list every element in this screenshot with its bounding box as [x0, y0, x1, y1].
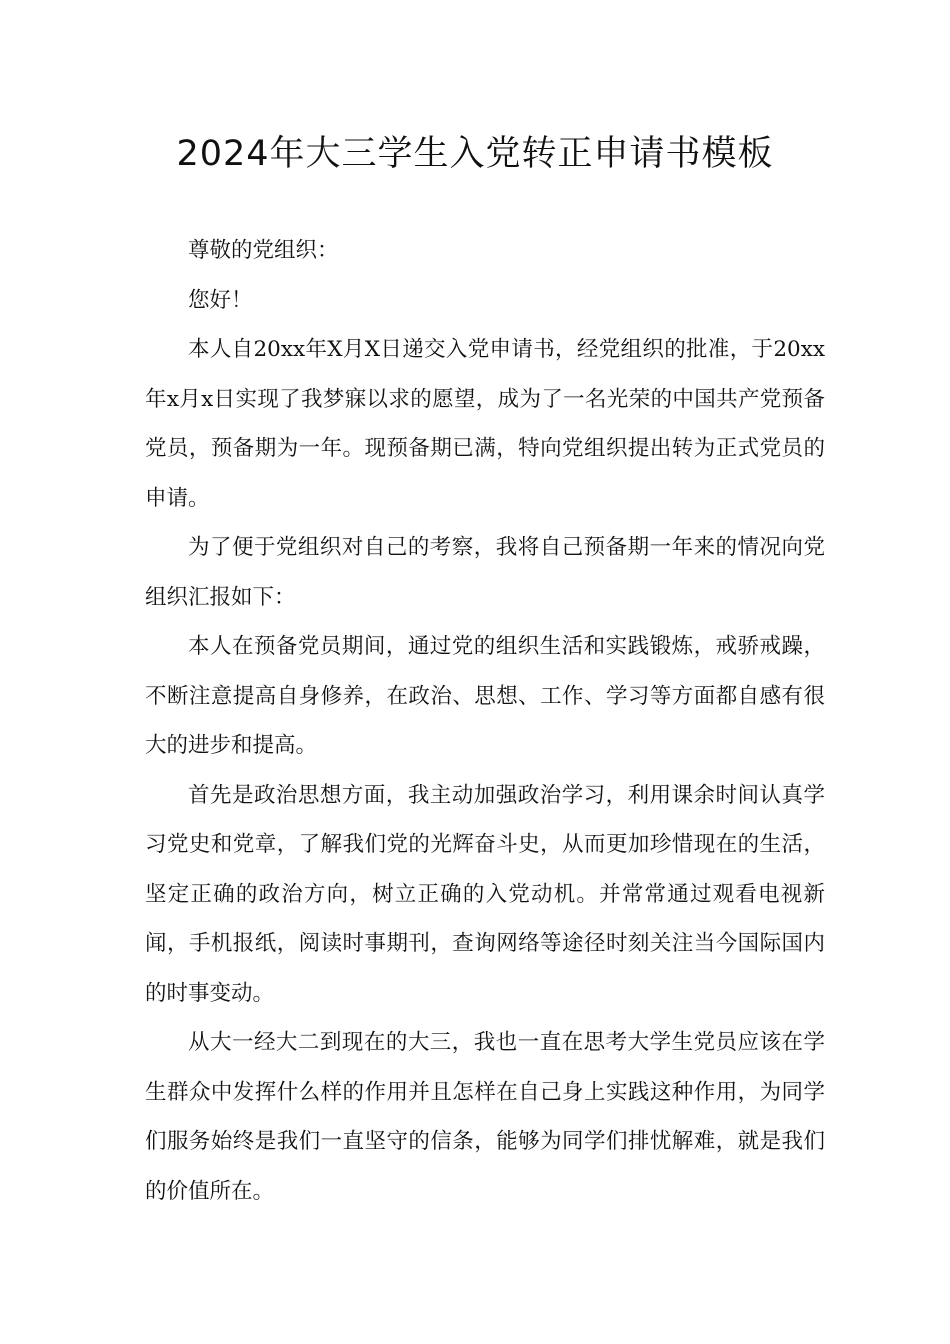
body-paragraph: 从大一经大二到现在的大三，我也一直在思考大学生党员应该在学生群众中发挥什么样的作用并且怎样在自己身上实践这种作用，为同学们服务始终是我们一直坚守的信条，能够为同学们排忧解难，就是我们的价值所在。	[145, 1030, 825, 1204]
body-paragraph: 本人自20xx年X月X日递交入党申请书，经党组织的批准，于20xx年x月x日实现了我梦寐以求的愿望，成为了一名光荣的中国共产党预备党员，预备期为一年。现预备期已满，特向党组织提出转为正式党员的申请。	[145, 337, 825, 511]
body-paragraph: 为了便于党组织对自己的考察，我将自己预备期一年来的情况向党组织汇报如下：	[145, 535, 825, 610]
salutation: 尊敬的党组织：	[188, 238, 339, 263]
body-paragraph: 本人在预备党员期间，通过党的组织生活和实践锻炼，戒骄戒躁，不断注意提高自身修养，在政治、思想、工作、学习等方面都自感有很大的进步和提高。	[145, 634, 825, 758]
document-body	[145, 226, 825, 1216]
body-paragraph: 首先是政治思想方面，我主动加强政治学习，利用课余时间认真学习党史和党章，了解我们党的光辉奋斗史，从而更加珍惜现在的生活，坚定正确的政治方向，树立正确的入党动机。并常常通过观看电视新闻，手机报纸，阅读时事期刊，查询网络等途径时刻关注当今国际国内的时事变动。	[145, 782, 825, 1006]
greeting: 您好！	[188, 287, 253, 313]
document-title: 2024年大三学生入党转正申请书模板	[176, 134, 774, 174]
